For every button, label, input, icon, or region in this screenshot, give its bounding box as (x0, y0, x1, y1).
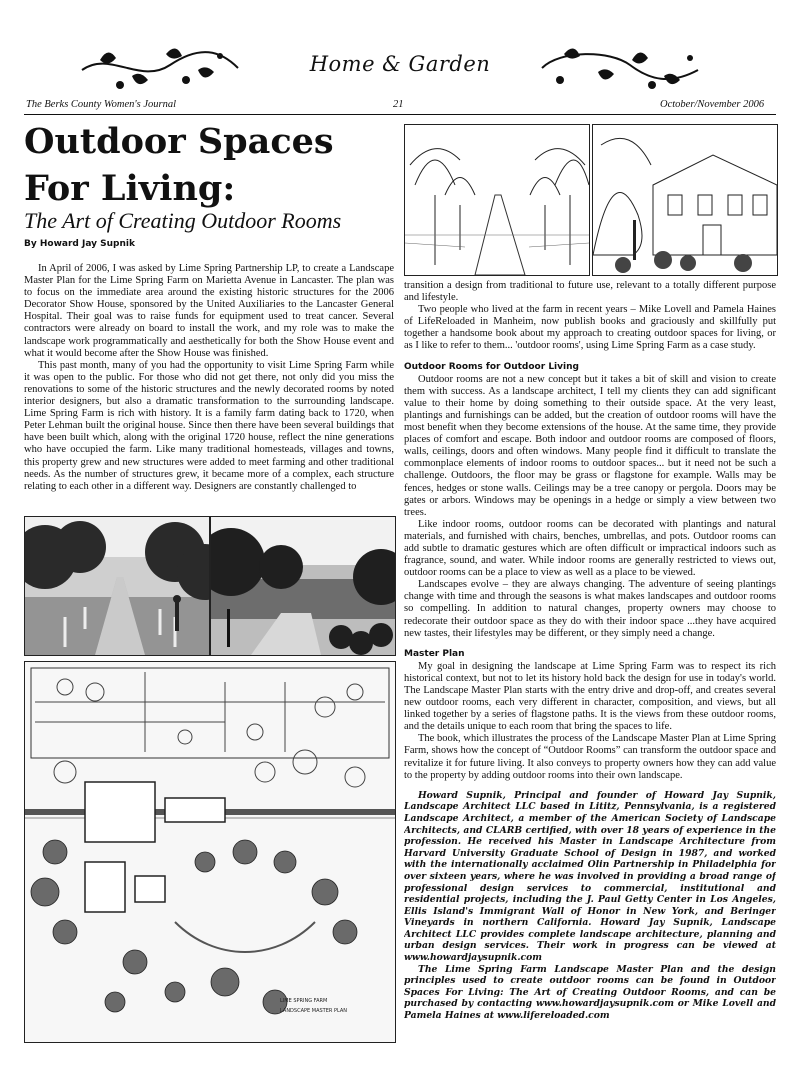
section-heading-master-plan: Master Plan (404, 648, 465, 659)
sketch-farmhouse (592, 124, 778, 276)
paragraph: Outdoor rooms are not a new concept but it takes a bit of skill and vision to create them with success. As a landscape architect, I tell my clients they can add significant value to their home by doing something to their outside space. At the very least, plantings and furnishings can be added, but the creation of outdoor rooms will have the most benefit when they become extensions of the house. At the same time, they provide places of comfort and escape. Both indoor and outdoor rooms are composed of floors, walls, ceilings, doors and often windows. Many people find it difficult to translate the commonplace elements of indoor rooms to outdoor spaces... but it need not be such a challenge. Outdoors, the floor may be grass or flagstone for example. Walls may be fences, hedges or stone walls. Ceilings may be a tree canopy or pergola. Doors may be gates or arbors. Windows may be openings in a hedge or simply a view between two trees. (404, 373, 776, 518)
paragraph: Like indoor rooms, outdoor rooms can be decorated with plantings and natural materials, and furnished with chairs, benches, umbrellas, and pots. Outdoor rooms can add subtle to dramatic gestures which are often difficult or impractical indoors such as fragrance, sound, and water. While indoor rooms are generally restricted to views out, outdoor rooms can be a place to view as well as a place to be viewed. (404, 518, 776, 579)
page-number: 21 (393, 99, 404, 110)
article-title (24, 118, 404, 212)
header-rule (24, 114, 776, 115)
author-bio: Howard Supnik, Principal and founder of Howard Jay Supnik, Landscape Architect LLC based in Lititz, Pennsylvania, is a registered Landscape Architect, a member of the American Society of Landscape Architects, and CLARB certified, with over 18 years of experience in the profession. He received his Master in Landscape Architecture from Harvard University Graduate School of Design in 1987, and worked with the internationally acclaimed Olin Partnership in Philadelphia for over sixteen years, where he was involved in providing a broad range of professional design services to commercial, institutional and residential projects, including the J. Paul Getty Center in Los Angeles, Ellis Island's Immigrant Wall of Honor in New York, and Beringer Vineyards in northern California. Howard Jay Supnik, Landscape Architect LLC provides complete landscape architecture, planning and urban design services. Their work in progress can be viewed at www.howardjaysupnik.com (404, 789, 776, 964)
paragraph: Landscapes evolve – they are always changing. The adventure of seeing plantings change with time and through the seasons is what makes landscapes and outdoor rooms so compelling. In addition to natural changes, property owners may choose to redecorate their outdoor space as they do with their indoor space ...they have acquired new tastes, their lifestyles may be different, or they simply need a change. (404, 579, 776, 639)
landscape-master-plan-drawing (24, 661, 396, 1043)
title-line-1: Outdoor Spaces (24, 121, 334, 162)
paragraph: The book, which illustrates the process of the Landscape Master Plan at Lime Spring Farm, shows how the concept of “Outdoor Rooms” can transform the outdoor space and revitalize it for future living. It also conveys to property owners how they can add value to the property by adding outdoor rooms into their own landscape. (404, 733, 776, 781)
plan-title: LANDSCAPE MASTER PLAN (280, 1008, 348, 1014)
journal-name: The Berks County Women's Journal (26, 99, 177, 110)
paragraph: In April of 2006, I was asked by Lime Spring Partnership LP, to create a Landscape Master Plan for the Lime Spring Farm on Marietta Avenue in Lancaster. The plan was to focus on the immediate area around the existing historic structures for the 2006 Decorator Show House, sponsored by the United Auxiliaries to the Lancaster General Hospital. Their goal was to raise funds for equipment used to treat cancer. Several contractors were already on board to install the work, and my role was to make the landscape work programmatically and aesthetically for both the Show House event and what it would become after the Show House was finished. (24, 263, 394, 359)
paragraph: transition a design from traditional to future use, relevant to a totally different purpose and lifestyle. (404, 280, 776, 304)
paragraph: My goal in designing the landscape at Lime Spring Farm was to respect its rich historical context, but not to let its history hold back the design for use in today's world. The Landscape Master Plan starts with the entry drive and drop-off, and creates several new outdoor rooms, each very different in character, composition, and views, but all linked together by a series of flagstone paths. It is the views from these outdoor rooms, and the details unique to each room that bring the spaces to life. (404, 660, 776, 733)
plan-site-name: LIME SPRING FARM (280, 998, 328, 1004)
byline: By Howard Jay Supnik (24, 239, 135, 249)
paragraph: Two people who lived at the farm in recent years – Mike Lovell and Pamela Haines of LifeReloaded in Manheim, now publish books and graciously and skillfully put together a handsome book about my approach to creating outdoor spaces for living, or as I like to refer to them... 'outdoor rooms', using Lime Spring Farm as a case study. (404, 304, 776, 352)
title-line-2: For Living: (24, 168, 236, 209)
section-heading-outdoor-rooms: Outdoor Rooms for Outdoor Living (404, 361, 579, 372)
photo-flagstone-garden (210, 516, 396, 656)
book-info: The Lime Spring Farm Landscape Master Plan and the design principles used to create outdoor rooms can be found in Outdoor Spaces For Living: The Art of Creating Outdoor Rooms, and can be purchased by contacting www.howardjaysupnik.com or Mike Lovell and Pamela Haines at www.lifereloaded.com (404, 963, 776, 1022)
photo-tree-lined-path (24, 516, 210, 656)
paragraph: This past month, many of you had the opportunity to visit Lime Spring Farm while it was open to the public. For those who did not get there, not only did you miss the renovations to some of the historic structures and the newly decorated rooms by noted interior designers, but also a dramatic transformation to the surrounding landscape. Lime Spring Farm is rich with history. It is a family farm dating back to 1720, when Peter Lehman built the original house. Since then there have been several buildings that have been built which, along with the original 1720 house, reflect the nine generations who have occupied the farm. Like many traditional homesteads, villages and towns, this property grew and new structures were added to meet farming and other traditional needs. As the number of structures grew, it became more of a complex, each structure relating to each other in a different way. Designers are constantly challenged to (24, 359, 394, 492)
section-title: Home & Garden (309, 52, 491, 76)
sketch-tree-lined-drive (404, 124, 590, 276)
right-column (404, 280, 776, 1062)
article-subtitle: The Art of Creating Outdoor Rooms (24, 208, 342, 233)
left-column (24, 263, 394, 511)
issue-date: October/November 2006 (660, 99, 765, 110)
